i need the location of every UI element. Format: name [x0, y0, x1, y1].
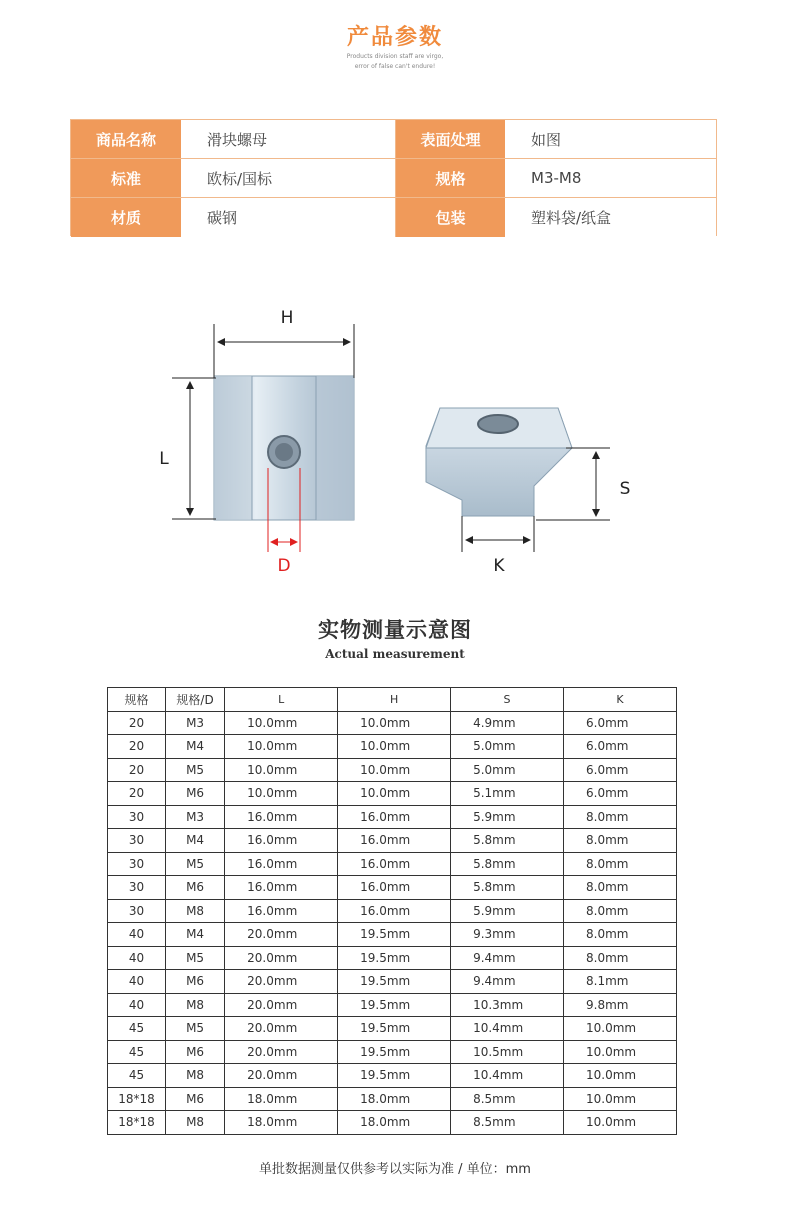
table-cell: 18.0mm [338, 1087, 451, 1111]
table-cell: 30 [108, 852, 166, 876]
table-header-row [108, 688, 677, 712]
param-label: 规格 [395, 159, 505, 197]
table-cell: 9.3mm [451, 923, 564, 947]
table-cell: 6.0mm [564, 735, 677, 759]
params-row [71, 198, 716, 237]
table-cell: 40 [108, 946, 166, 970]
table-cell: 16.0mm [225, 876, 338, 900]
table-cell: 20.0mm [225, 1017, 338, 1041]
page-title: 产品参数 [346, 25, 443, 50]
dim-k-label: K [493, 556, 505, 576]
table-cell: M5 [166, 946, 225, 970]
table-cell: 45 [108, 1064, 166, 1088]
table-cell: 10.0mm [338, 782, 451, 806]
table-cell: 20.0mm [225, 1040, 338, 1064]
nut-side-view [426, 408, 572, 516]
col-header: K [564, 688, 677, 712]
table-cell: 5.8mm [451, 876, 564, 900]
table-row [108, 711, 677, 735]
table-cell: 5.8mm [451, 852, 564, 876]
table-cell: 8.5mm [451, 1111, 564, 1135]
table-cell: 19.5mm [338, 993, 451, 1017]
col-header: S [451, 688, 564, 712]
table-cell: 10.0mm [338, 758, 451, 782]
table-cell: 8.0mm [564, 876, 677, 900]
table-row [108, 970, 677, 994]
table-cell: 6.0mm [564, 782, 677, 806]
table-cell: 8.0mm [564, 946, 677, 970]
dim-h-label: H [280, 308, 294, 328]
table-cell: 16.0mm [338, 805, 451, 829]
table-cell: 18.0mm [225, 1111, 338, 1135]
table-row [108, 1040, 677, 1064]
table-cell: M6 [166, 1040, 225, 1064]
table-cell: 20.0mm [225, 970, 338, 994]
table-cell: M6 [166, 1087, 225, 1111]
col-header: L [225, 688, 338, 712]
col-header: 规格/D [166, 688, 225, 712]
table-cell: M6 [166, 970, 225, 994]
param-label: 包装 [395, 198, 505, 237]
table-row [108, 1111, 677, 1135]
table-row [108, 852, 677, 876]
param-value: 滑块螺母 [181, 120, 395, 158]
param-label: 材质 [71, 198, 181, 237]
table-cell: 8.1mm [564, 970, 677, 994]
table-cell: 20 [108, 711, 166, 735]
table-cell: 40 [108, 970, 166, 994]
table-cell: 4.9mm [451, 711, 564, 735]
params-row [71, 120, 716, 159]
table-cell: M8 [166, 899, 225, 923]
table-cell: 18*18 [108, 1111, 166, 1135]
table-row [108, 735, 677, 759]
table-cell: M4 [166, 829, 225, 853]
table-cell: 8.0mm [564, 805, 677, 829]
params-table [70, 119, 717, 236]
table-cell: 10.0mm [225, 758, 338, 782]
param-label: 标准 [71, 159, 181, 197]
table-cell: 30 [108, 876, 166, 900]
measurement-title: 实物测量示意图 [318, 618, 472, 642]
table-cell: M6 [166, 782, 225, 806]
table-cell: 5.9mm [451, 805, 564, 829]
table-cell: 40 [108, 993, 166, 1017]
table-cell: 16.0mm [225, 852, 338, 876]
col-header: 规格 [108, 688, 166, 712]
table-cell: 18.0mm [338, 1111, 451, 1135]
table-cell: M8 [166, 993, 225, 1017]
col-header: H [338, 688, 451, 712]
table-row [108, 876, 677, 900]
table-cell: 5.8mm [451, 829, 564, 853]
table-cell: 8.5mm [451, 1087, 564, 1111]
table-cell: 6.0mm [564, 758, 677, 782]
table-cell: M5 [166, 852, 225, 876]
table-cell: 10.0mm [564, 1017, 677, 1041]
table-cell: M8 [166, 1064, 225, 1088]
table-cell: 10.0mm [225, 782, 338, 806]
table-cell: M8 [166, 1111, 225, 1135]
page-subtitle-line2: error of false can't endure! [354, 63, 436, 70]
table-cell: 8.0mm [564, 923, 677, 947]
table-cell: 10.0mm [564, 1111, 677, 1135]
unit-note: 单批数据测量仅供参考以实际为准 / 单位：mm [259, 1162, 531, 1177]
table-cell: 9.4mm [451, 946, 564, 970]
table-body [108, 711, 677, 1134]
table-cell: 5.0mm [451, 735, 564, 759]
table-row [108, 805, 677, 829]
table-cell: 19.5mm [338, 1017, 451, 1041]
table-cell: 5.9mm [451, 899, 564, 923]
table-row [108, 829, 677, 853]
table-cell: 20.0mm [225, 993, 338, 1017]
table-cell: 10.4mm [451, 1064, 564, 1088]
dim-s-label: S [619, 479, 631, 499]
table-cell: 16.0mm [338, 829, 451, 853]
table-cell: 20.0mm [225, 1064, 338, 1088]
table-row [108, 1064, 677, 1088]
table-cell: 8.0mm [564, 852, 677, 876]
table-cell: M5 [166, 1017, 225, 1041]
table-cell: 19.5mm [338, 970, 451, 994]
table-cell: 10.4mm [451, 1017, 564, 1041]
params-row [71, 159, 716, 198]
table-cell: 6.0mm [564, 711, 677, 735]
table-cell: 10.5mm [451, 1040, 564, 1064]
table-cell: M4 [166, 735, 225, 759]
table-cell: 30 [108, 829, 166, 853]
table-cell: 9.8mm [564, 993, 677, 1017]
dimension-diagram [140, 290, 660, 590]
table-cell: 20.0mm [225, 923, 338, 947]
table-cell: 16.0mm [225, 829, 338, 853]
table-row [108, 1017, 677, 1041]
table-cell: 10.0mm [338, 711, 451, 735]
table-cell: 19.5mm [338, 946, 451, 970]
param-label: 表面处理 [395, 120, 505, 158]
measurement-table [107, 687, 677, 1135]
param-value: 塑料袋/纸盒 [505, 198, 716, 237]
table-cell: 16.0mm [225, 899, 338, 923]
table-cell: M3 [166, 711, 225, 735]
dim-l-label: L [159, 449, 169, 469]
table-cell: 16.0mm [338, 852, 451, 876]
param-value: 欧标/国标 [181, 159, 395, 197]
table-row [108, 923, 677, 947]
param-value: M3-M8 [505, 159, 716, 197]
table-cell: 10.0mm [564, 1064, 677, 1088]
table-cell: 18.0mm [225, 1087, 338, 1111]
table-cell: 40 [108, 923, 166, 947]
table-cell: 18*18 [108, 1087, 166, 1111]
table-cell: 19.5mm [338, 1040, 451, 1064]
table-cell: M5 [166, 758, 225, 782]
table-row [108, 782, 677, 806]
table-cell: 45 [108, 1017, 166, 1041]
table-cell: 10.3mm [451, 993, 564, 1017]
table-cell: M3 [166, 805, 225, 829]
table-row [108, 1087, 677, 1111]
table-cell: 10.0mm [225, 711, 338, 735]
table-cell: 16.0mm [225, 805, 338, 829]
table-cell: 20.0mm [225, 946, 338, 970]
param-value: 碳钢 [181, 198, 395, 237]
table-cell: 8.0mm [564, 829, 677, 853]
table-row [108, 899, 677, 923]
table-cell: 5.1mm [451, 782, 564, 806]
measurement-subtitle: Actual measurement [325, 647, 465, 661]
table-cell: 5.0mm [451, 758, 564, 782]
table-row [108, 993, 677, 1017]
table-row [108, 946, 677, 970]
param-value: 如图 [505, 120, 716, 158]
table-cell: 10.0mm [225, 735, 338, 759]
param-label: 商品名称 [71, 120, 181, 158]
table-cell: 20 [108, 758, 166, 782]
page-subtitle-line1: Products division staff are virgo, [346, 53, 444, 60]
table-cell: 30 [108, 899, 166, 923]
table-cell: 8.0mm [564, 899, 677, 923]
table-cell: M4 [166, 923, 225, 947]
table-cell: 16.0mm [338, 876, 451, 900]
table-cell: M6 [166, 876, 225, 900]
table-cell: 9.4mm [451, 970, 564, 994]
table-cell: 45 [108, 1040, 166, 1064]
table-cell: 19.5mm [338, 923, 451, 947]
table-cell: 20 [108, 735, 166, 759]
table-cell: 10.0mm [338, 735, 451, 759]
nut-front-view [214, 376, 354, 520]
table-cell: 20 [108, 782, 166, 806]
table-cell: 10.0mm [564, 1040, 677, 1064]
table-cell: 10.0mm [564, 1087, 677, 1111]
table-cell: 16.0mm [338, 899, 451, 923]
table-cell: 19.5mm [338, 1064, 451, 1088]
table-cell: 30 [108, 805, 166, 829]
table-row [108, 758, 677, 782]
dim-d-label: D [277, 556, 291, 576]
